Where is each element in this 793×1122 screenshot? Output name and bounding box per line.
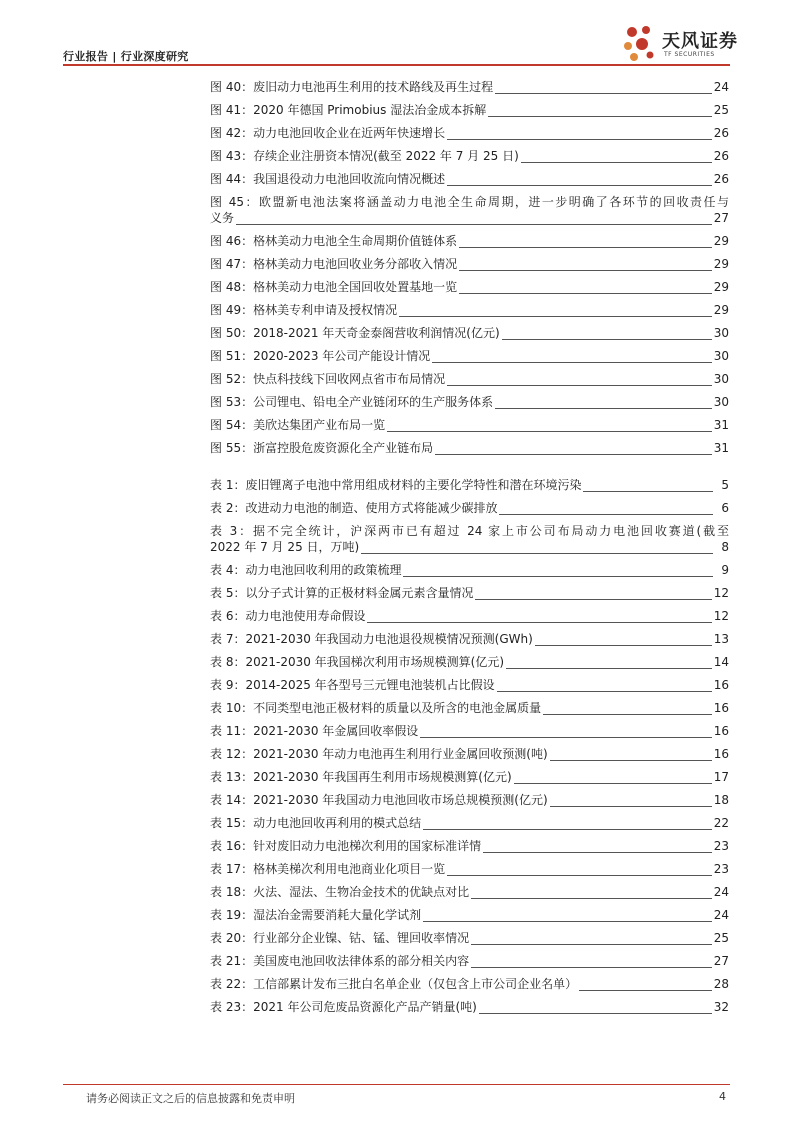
toc-entry-label: 图 43：存续企业注册资本情况(截至 2022 年 7 月 25 日) [210, 149, 519, 163]
toc-entry-page: 6 [721, 501, 729, 515]
toc-entry-label: 表 2：改进动力电池的制造、使用方式将能减少碳排放 [210, 501, 498, 515]
footer-divider [63, 1084, 730, 1085]
toc-entry-page: 30 [713, 372, 729, 386]
toc-entry-label: 图 48：格林美动力电池全国回收处置基地一览 [210, 280, 458, 294]
toc-entry-label: 图 45：欧盟新电池法案将涵盖动力电池全生命周期，进一步明确了各环节的回收责任与 [210, 195, 729, 209]
toc-entry[interactable] [210, 996, 729, 1019]
toc-entry-label: 表 8：2021-2030 年我国梯次利用市场规模测算(亿元) [210, 655, 505, 669]
toc-entry-page: 32 [713, 1000, 729, 1014]
toc-entry[interactable] [210, 345, 729, 368]
toc-entry-label: 表 21：美国废电池回收法律体系的部分相关内容 [210, 954, 470, 968]
toc-entry-page: 14 [713, 655, 729, 669]
toc-entry[interactable] [210, 812, 729, 835]
toc-entry-label: 表 16：针对废旧动力电池梯次利用的国家标准详情 [210, 839, 482, 853]
toc-entry[interactable] [210, 474, 729, 497]
toc-entry-page: 5 [721, 478, 729, 492]
toc-entry-page: 24 [713, 908, 729, 922]
toc-entry[interactable] [210, 835, 729, 858]
toc-entry-label: 图 55：浙富控股危废资源化全产业链布局 [210, 441, 434, 455]
toc-entry[interactable] [210, 414, 729, 437]
toc-entry-label: 图 46：格林美动力电池全生命周期价值链体系 [210, 234, 458, 248]
toc-entry[interactable] [210, 628, 729, 651]
toc-entry-label: 图 41：2020 年德国 Primobius 湿法冶金成本拆解 [210, 103, 487, 117]
section-gap [210, 460, 729, 474]
toc-entry-page: 28 [713, 977, 729, 991]
toc-entry[interactable] [210, 950, 729, 973]
toc-entry-page: 18 [713, 793, 729, 807]
toc-entry[interactable] [210, 299, 729, 322]
toc-entry-page: 30 [713, 326, 729, 340]
toc-entry-page: 26 [713, 172, 729, 186]
toc-entry-page: 31 [713, 441, 729, 455]
logo-text-cn: 天风证券 [662, 31, 738, 52]
toc-entry-page: 26 [713, 126, 729, 140]
toc-entry[interactable] [210, 122, 729, 145]
toc-entry-label: 表 11：2021-2030 年金属回收率假设 [210, 724, 419, 738]
toc-entry-page: 29 [713, 303, 729, 317]
footer-disclaimer: 请务必阅读正文之后的信息披露和免责申明 [86, 1092, 295, 1105]
toc-entry-page: 12 [713, 609, 729, 623]
toc-entry-label: 表 14：2021-2030 年我国动力电池回收市场总规模预测(亿元) [210, 793, 548, 807]
toc-entry[interactable] [210, 743, 729, 766]
toc-entry-label: 表 20：行业部分企业镍、钴、锰、锂回收率情况 [210, 931, 470, 945]
toc-entry[interactable] [210, 720, 729, 743]
figure-list [210, 76, 729, 460]
toc-entry[interactable] [210, 674, 729, 697]
toc-entry-page: 16 [713, 747, 729, 761]
toc-entry-label: 图 47：格林美动力电池回收业务分部收入情况 [210, 257, 458, 271]
toc-entry-label: 表 19：湿法冶金需要消耗大量化学试剂 [210, 908, 422, 922]
toc-entry[interactable] [210, 789, 729, 812]
header-divider [63, 64, 730, 66]
toc-entry-page: 17 [713, 770, 729, 784]
toc-entry[interactable] [210, 520, 729, 559]
toc-entry-page: 22 [713, 816, 729, 830]
toc-entry[interactable] [210, 973, 729, 996]
report-category: 行业报告 | 行业深度研究 [63, 50, 189, 63]
toc-entry-label: 表 5：以分子式计算的正极材料金属元素含量情况 [210, 586, 474, 600]
toc-entry-label: 图 44：我国退役动力电池回收流向情况概述 [210, 172, 446, 186]
toc-entry-label: 表 13：2021-2030 年我国再生利用市场规模测算(亿元) [210, 770, 512, 784]
toc-entry-page: 23 [713, 862, 729, 876]
toc-entry[interactable] [210, 322, 729, 345]
logo-mark-icon [620, 24, 660, 64]
toc-entry-page: 9 [721, 563, 729, 577]
table-of-contents [210, 76, 729, 1019]
toc-entry-label: 表 9：2014-2025 年各型号三元锂电池装机占比假设 [210, 678, 495, 692]
toc-entry[interactable] [210, 697, 729, 720]
toc-entry-page: 30 [713, 349, 729, 363]
toc-entry[interactable] [210, 904, 729, 927]
toc-entry[interactable] [210, 766, 729, 789]
toc-entry-page: 27 [713, 954, 729, 968]
toc-entry-label: 表 22：工信部累计发布三批白名单企业（仅包含上市公司企业名单） [210, 977, 578, 991]
toc-entry-page: 24 [713, 80, 729, 94]
toc-entry-label-cont: 义务 [210, 211, 235, 225]
toc-entry[interactable] [210, 437, 729, 460]
toc-entry[interactable] [210, 605, 729, 628]
toc-entry[interactable] [210, 76, 729, 99]
toc-entry-page: 12 [713, 586, 729, 600]
toc-entry[interactable] [210, 191, 729, 230]
toc-entry-page: 16 [713, 724, 729, 738]
toc-entry-page: 25 [713, 931, 729, 945]
page-number: 4 [719, 1090, 726, 1103]
toc-entry[interactable] [210, 651, 729, 674]
toc-entry-label-cont: 2022 年 7 月 25 日，万吨) [210, 540, 360, 554]
toc-entry-label: 表 23：2021 年公司危废品资源化产品产销量(吨) [210, 1000, 477, 1014]
table-list [210, 474, 729, 1019]
toc-entry-page: 23 [713, 839, 729, 853]
toc-entry[interactable] [210, 497, 729, 520]
toc-entry-label: 图 51：2020-2023 年公司产能设计情况 [210, 349, 431, 363]
toc-entry-label: 图 52：快点科技线下回收网点省市布局情况 [210, 372, 446, 386]
toc-entry-page: 8 [721, 540, 729, 554]
toc-entry-label: 表 15：动力电池回收再利用的模式总结 [210, 816, 422, 830]
toc-entry-label: 图 40：废旧动力电池再生利用的技术路线及再生过程 [210, 80, 494, 94]
toc-entry-page: 13 [713, 632, 729, 646]
toc-entry-page: 16 [713, 701, 729, 715]
toc-entry[interactable] [210, 276, 729, 299]
toc-entry[interactable] [210, 145, 729, 168]
toc-entry-page: 24 [713, 885, 729, 899]
toc-entry-page: 29 [713, 234, 729, 248]
toc-entry-label: 图 54：美欣达集团产业布局一览 [210, 418, 386, 432]
toc-entry-page: 29 [713, 280, 729, 294]
toc-entry-label: 表 17：格林美梯次利用电池商业化项目一览 [210, 862, 446, 876]
toc-entry-label: 表 4：动力电池回收利用的政策梳理 [210, 563, 402, 577]
toc-entry-label: 表 18：火法、湿法、生物冶金技术的优缺点对比 [210, 885, 470, 899]
toc-entry-page: 27 [713, 211, 729, 225]
toc-entry[interactable] [210, 99, 729, 122]
toc-entry-label: 图 50：2018-2021 年天奇金泰阁营收利润情况(亿元) [210, 326, 500, 340]
toc-entry-page: 26 [713, 149, 729, 163]
toc-entry[interactable] [210, 927, 729, 950]
toc-entry-label: 表 6：动力电池使用寿命假设 [210, 609, 366, 623]
toc-entry[interactable] [210, 559, 729, 582]
toc-entry-page: 31 [713, 418, 729, 432]
toc-entry-label: 表 7：2021-2030 年我国动力电池退役规模情况预测(GWh) [210, 632, 533, 646]
toc-entry[interactable] [210, 168, 729, 191]
toc-entry-label: 表 3：据不完全统计，沪深两市已有超过 24 家上市公司布局动力电池回收赛道(截至 [210, 524, 729, 538]
toc-entry[interactable] [210, 858, 729, 881]
toc-entry-label: 表 12：2021-2030 年动力电池再生利用行业金属回收预测(吨) [210, 747, 548, 761]
toc-entry[interactable] [210, 253, 729, 276]
toc-entry-page: 16 [713, 678, 729, 692]
company-logo [620, 24, 738, 64]
toc-entry[interactable] [210, 368, 729, 391]
toc-entry-page: 30 [713, 395, 729, 409]
toc-entry-label: 图 42：动力电池回收企业在近两年快速增长 [210, 126, 446, 140]
toc-entry-label: 表 1：废旧锂离子电池中常用组成材料的主要化学特性和潜在环境污染 [210, 478, 582, 492]
toc-entry-label: 表 10：不同类型电池正极材料的质量以及所含的电池金属质量 [210, 701, 542, 715]
toc-entry-page: 29 [713, 257, 729, 271]
toc-entry[interactable] [210, 391, 729, 414]
toc-entry-label: 图 49：格林美专利申请及授权情况 [210, 303, 398, 317]
toc-entry[interactable] [210, 881, 729, 904]
toc-entry[interactable] [210, 230, 729, 253]
toc-entry[interactable] [210, 582, 729, 605]
toc-entry-label: 图 53：公司锂电、铅电全产业链闭环的生产服务体系 [210, 395, 494, 409]
logo-text-en: TF SECURITIES [664, 51, 715, 58]
toc-entry-page: 25 [713, 103, 729, 117]
